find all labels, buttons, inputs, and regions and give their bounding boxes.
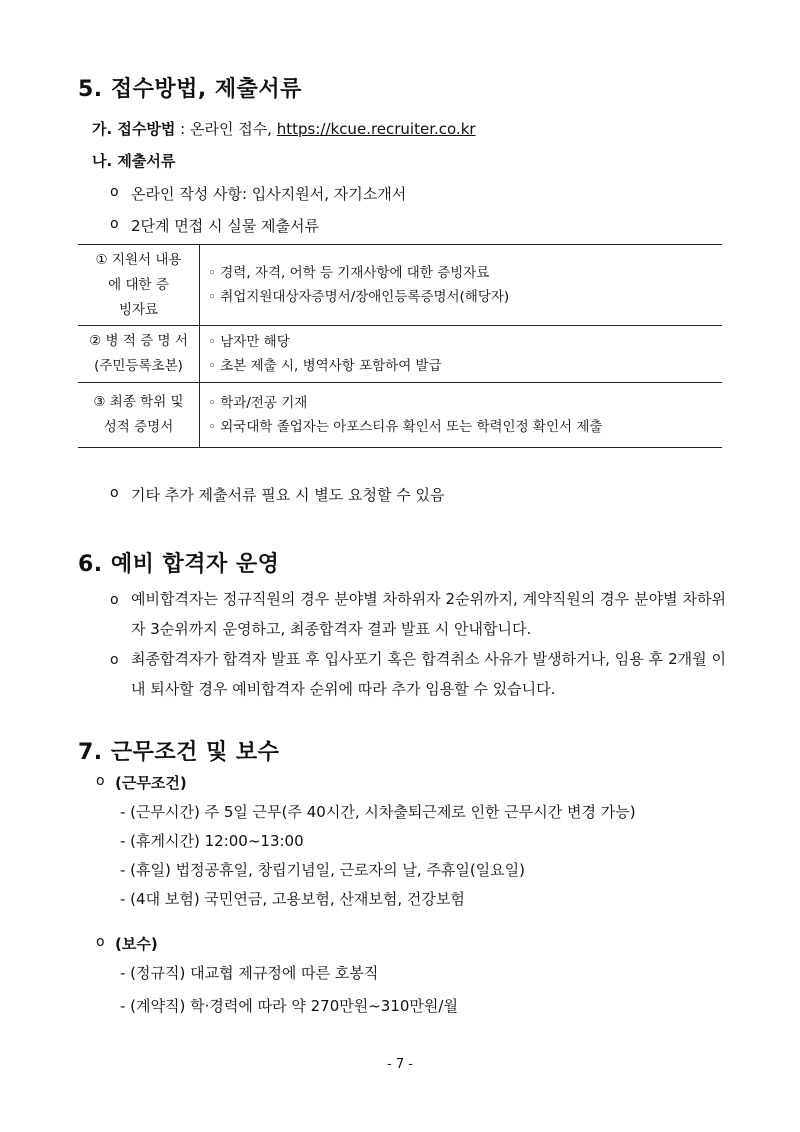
label-line: 성적 증명서	[103, 419, 174, 435]
bullet-circle-icon: ο	[96, 934, 105, 950]
condition-item: - (4대 보험) 국민연금, 고용보험, 산재보험, 건강보험	[120, 890, 465, 908]
label-line: ① 지원서 내용	[95, 251, 182, 268]
row-item: ◦ 외국대학 졸업자는 아포스티유 확인서 또는 학력인정 확인서 제출	[208, 419, 603, 435]
row-item: ◦ 남자만 해당	[208, 334, 290, 350]
label-line: ② 병 적 증 명 서	[89, 333, 188, 349]
condition-item: - (휴일) 법정공휴일, 창립기념일, 근로자의 날, 주휴일(일요일)	[120, 861, 526, 879]
condition-item: - (휴게시간) 12:00~13:00	[120, 832, 304, 850]
section-6-title: 6. 예비 합격자 운영	[78, 552, 280, 577]
documents-label: 나. 제출서류	[92, 152, 176, 170]
receipt-method-label: 가. 접수방법	[92, 120, 176, 138]
row-label	[78, 383, 200, 448]
row-item: ◦ 경력, 자격, 어학 등 기재사항에 대한 증빙자료	[208, 265, 490, 281]
salary-item: - (계약직) 학·경력에 따라 약 270만원~310만원/월	[120, 997, 458, 1015]
bullet-circle-icon: ο	[110, 216, 119, 232]
bullet-interview-docs: 2단계 면접 시 실물 제출서류	[131, 217, 320, 235]
salary-title: (보수)	[115, 935, 158, 953]
bullet-online-items: 온라인 작성 사항: 입사지원서, 자기소개서	[131, 185, 407, 203]
row-label	[78, 245, 200, 326]
bullet-circle-icon: ο	[96, 773, 105, 789]
salary-item: - (정규직) 대교협 제규정에 따른 호봉직	[120, 964, 379, 982]
bullet-circle-icon: ο	[110, 592, 119, 608]
table-row	[78, 383, 722, 448]
work-conditions-title: (근무조건)	[115, 774, 187, 792]
row-item: ◦ 학과/전공 기재	[208, 395, 308, 411]
row-label	[78, 326, 200, 383]
table-row	[78, 326, 722, 383]
reserve-paragraph-1: 예비합격자는 정규직원의 경우 분야별 차하위자 2순위까지, 계약직원의 경우 분야별 차하위자 3순위까지 운영하고, 최종합격자 결과 발표 시 안내합니다.	[131, 590, 726, 638]
label-line: 에 대한 증	[108, 276, 169, 293]
bullet-circle-icon: ο	[110, 485, 119, 501]
row-items	[200, 245, 723, 326]
extra-documents-note: 기타 추가 제출서류 필요 시 별도 요청할 수 있음	[131, 486, 445, 504]
reserve-paragraph-2: 최종합격자가 합격자 발표 후 입사포기 혹은 합격취소 사유가 발생하거나, 임용 후 2개월 이내 퇴사할 경우 예비합격자 순위에 따라 추가 임용할 수 있습니다.	[131, 650, 726, 698]
row-item: ◦ 취업지원대상자증명서/장애인등록증명서(해당자)	[208, 289, 510, 305]
section-5-title: 5. 접수방법, 제출서류	[78, 77, 302, 102]
label-line: 빙자료	[118, 301, 159, 318]
section-7-title: 7. 근무조건 및 보수	[78, 740, 280, 765]
table-row	[78, 245, 722, 326]
label-line: (주민등록초본)	[94, 358, 183, 374]
condition-item: - (근무시간) 주 5일 근무(주 40시간, 시차출퇴근제로 인한 근무시간 변경 가능)	[120, 803, 636, 821]
documents-table	[78, 244, 722, 448]
receipt-method-line	[92, 118, 476, 139]
label-line: ③ 최종 학위 및	[93, 394, 184, 410]
row-items	[200, 383, 723, 448]
receipt-method-text: : 온라인 접수,	[175, 120, 277, 138]
bullet-circle-icon: ο	[110, 652, 119, 668]
row-item: ◦ 초본 제출 시, 병역사항 포함하여 발급	[208, 358, 442, 374]
row-items	[200, 326, 723, 383]
page-number: - 7 -	[387, 1057, 413, 1072]
application-link[interactable]: https://kcue.recruiter.co.kr	[276, 120, 476, 138]
bullet-circle-icon: ο	[110, 184, 119, 200]
